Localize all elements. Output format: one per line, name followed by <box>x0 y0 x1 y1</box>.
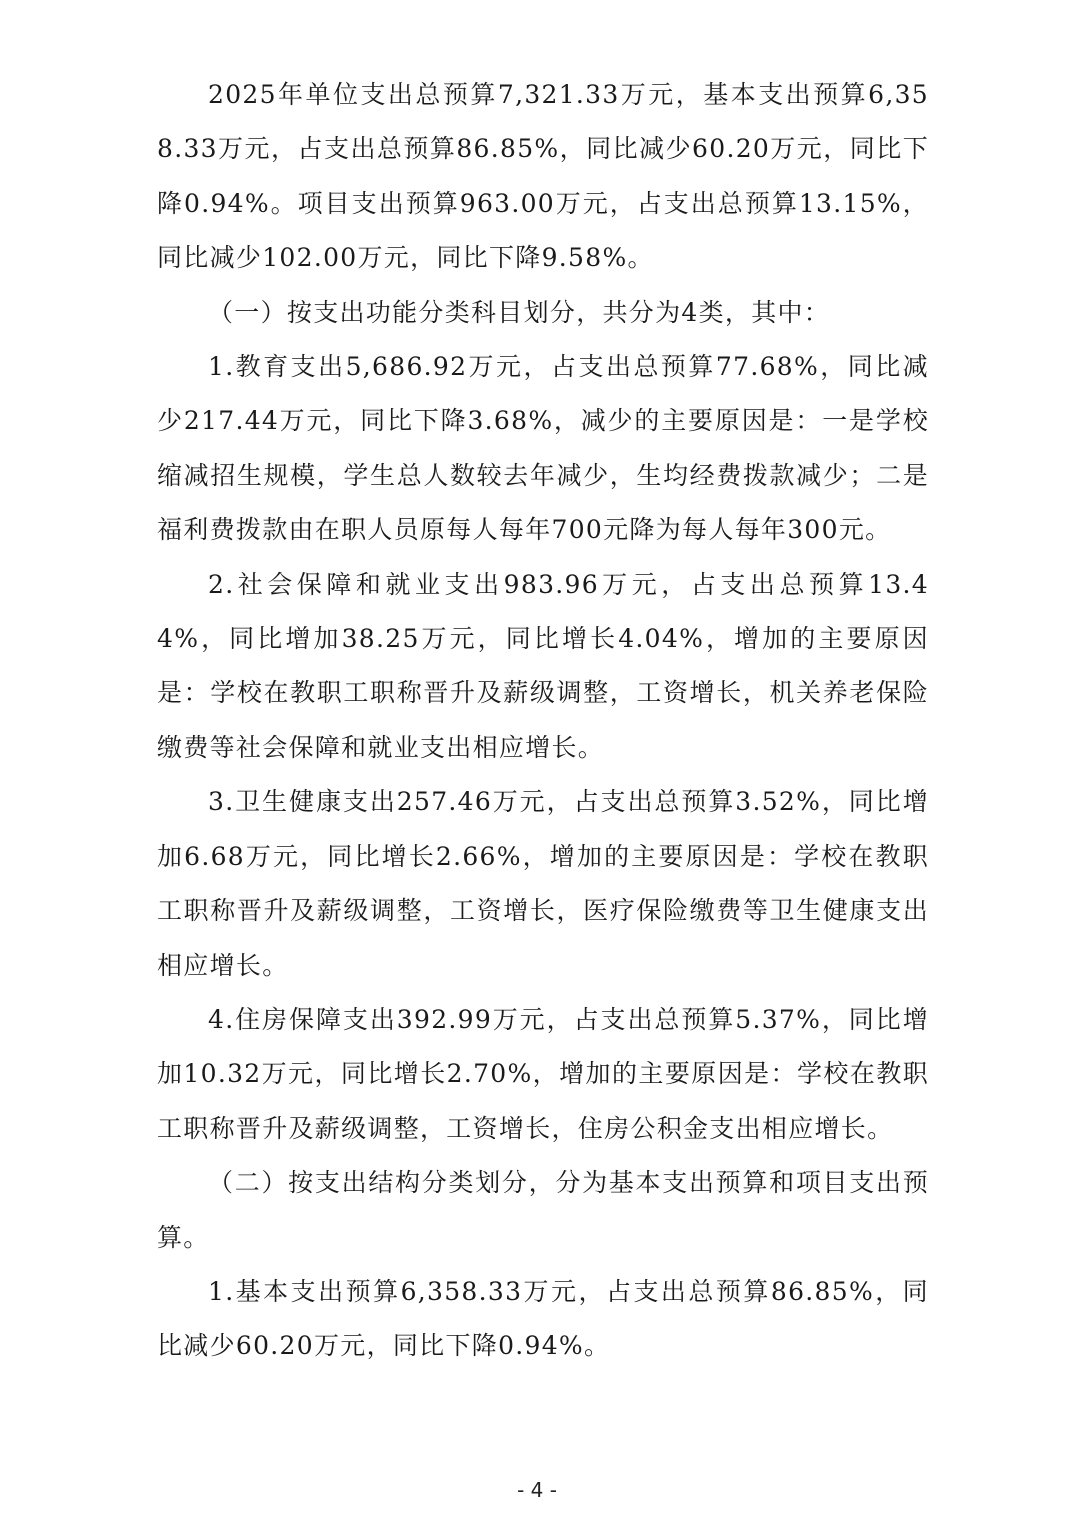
paragraph-education-expenditure: 1.教育支出5,686.92万元，占支出总预算77.68%，同比减少217.44万元，同比下降3.68%，减少的主要原因是：一是学校缩减招生规模，学生总人数较去年减少，生均经费拨款减少；二是福利费拨款由在职人员原每人每年700元降为每人每年300元。 <box>157 352 929 545</box>
document-body <box>157 68 929 1374</box>
paragraph-section-two-heading: （二）按支出结构分类划分，分为基本支出预算和项目支出预算。 <box>157 1168 929 1252</box>
paragraph-housing-expenditure: 4.住房保障支出392.99万元，占支出总预算5.37%，同比增加10.32万元，同比增长2.70%，增加的主要原因是：学校在教职工职称晋升及薪级调整，工资增长，住房公积金支出相应增长。 <box>157 1004 929 1143</box>
paragraph-budget-summary: 2025年单位支出总预算7,321.33万元，基本支出预算6,358.33万元，占支出总预算86.85%，同比减少60.20万元，同比下降0.94%。项目支出预算963.00万元，占支出总预算13.15%，同比减少102.00万元，同比下降9.58%。 <box>157 80 929 273</box>
paragraph-section-one-heading: （一）按支出功能分类科目划分，共分为4类，其中： <box>208 297 831 327</box>
paragraph-social-security-expenditure: 2.社会保障和就业支出983.96万元，占支出总预算13.44%，同比增加38.25万元，同比增长4.04%，增加的主要原因是：学校在教职工职称晋升及薪级调整，工资增长，机关养老保险缴费等社会保障和就业支出相应增长。 <box>157 569 929 762</box>
paragraph-health-expenditure: 3.卫生健康支出257.46万元，占支出总预算3.52%，同比增加6.68万元，同比增长2.66%，增加的主要原因是：学校在教职工职称晋升及薪级调整，工资增长，医疗保险缴费等卫生健康支出相应增长。 <box>157 787 929 980</box>
paragraph-basic-expenditure: 1.基本支出预算6,358.33万元，占支出总预算86.85%，同比减少60.20万元，同比下降0.94%。 <box>157 1276 929 1361</box>
page-number: - 4 - <box>517 1478 557 1502</box>
